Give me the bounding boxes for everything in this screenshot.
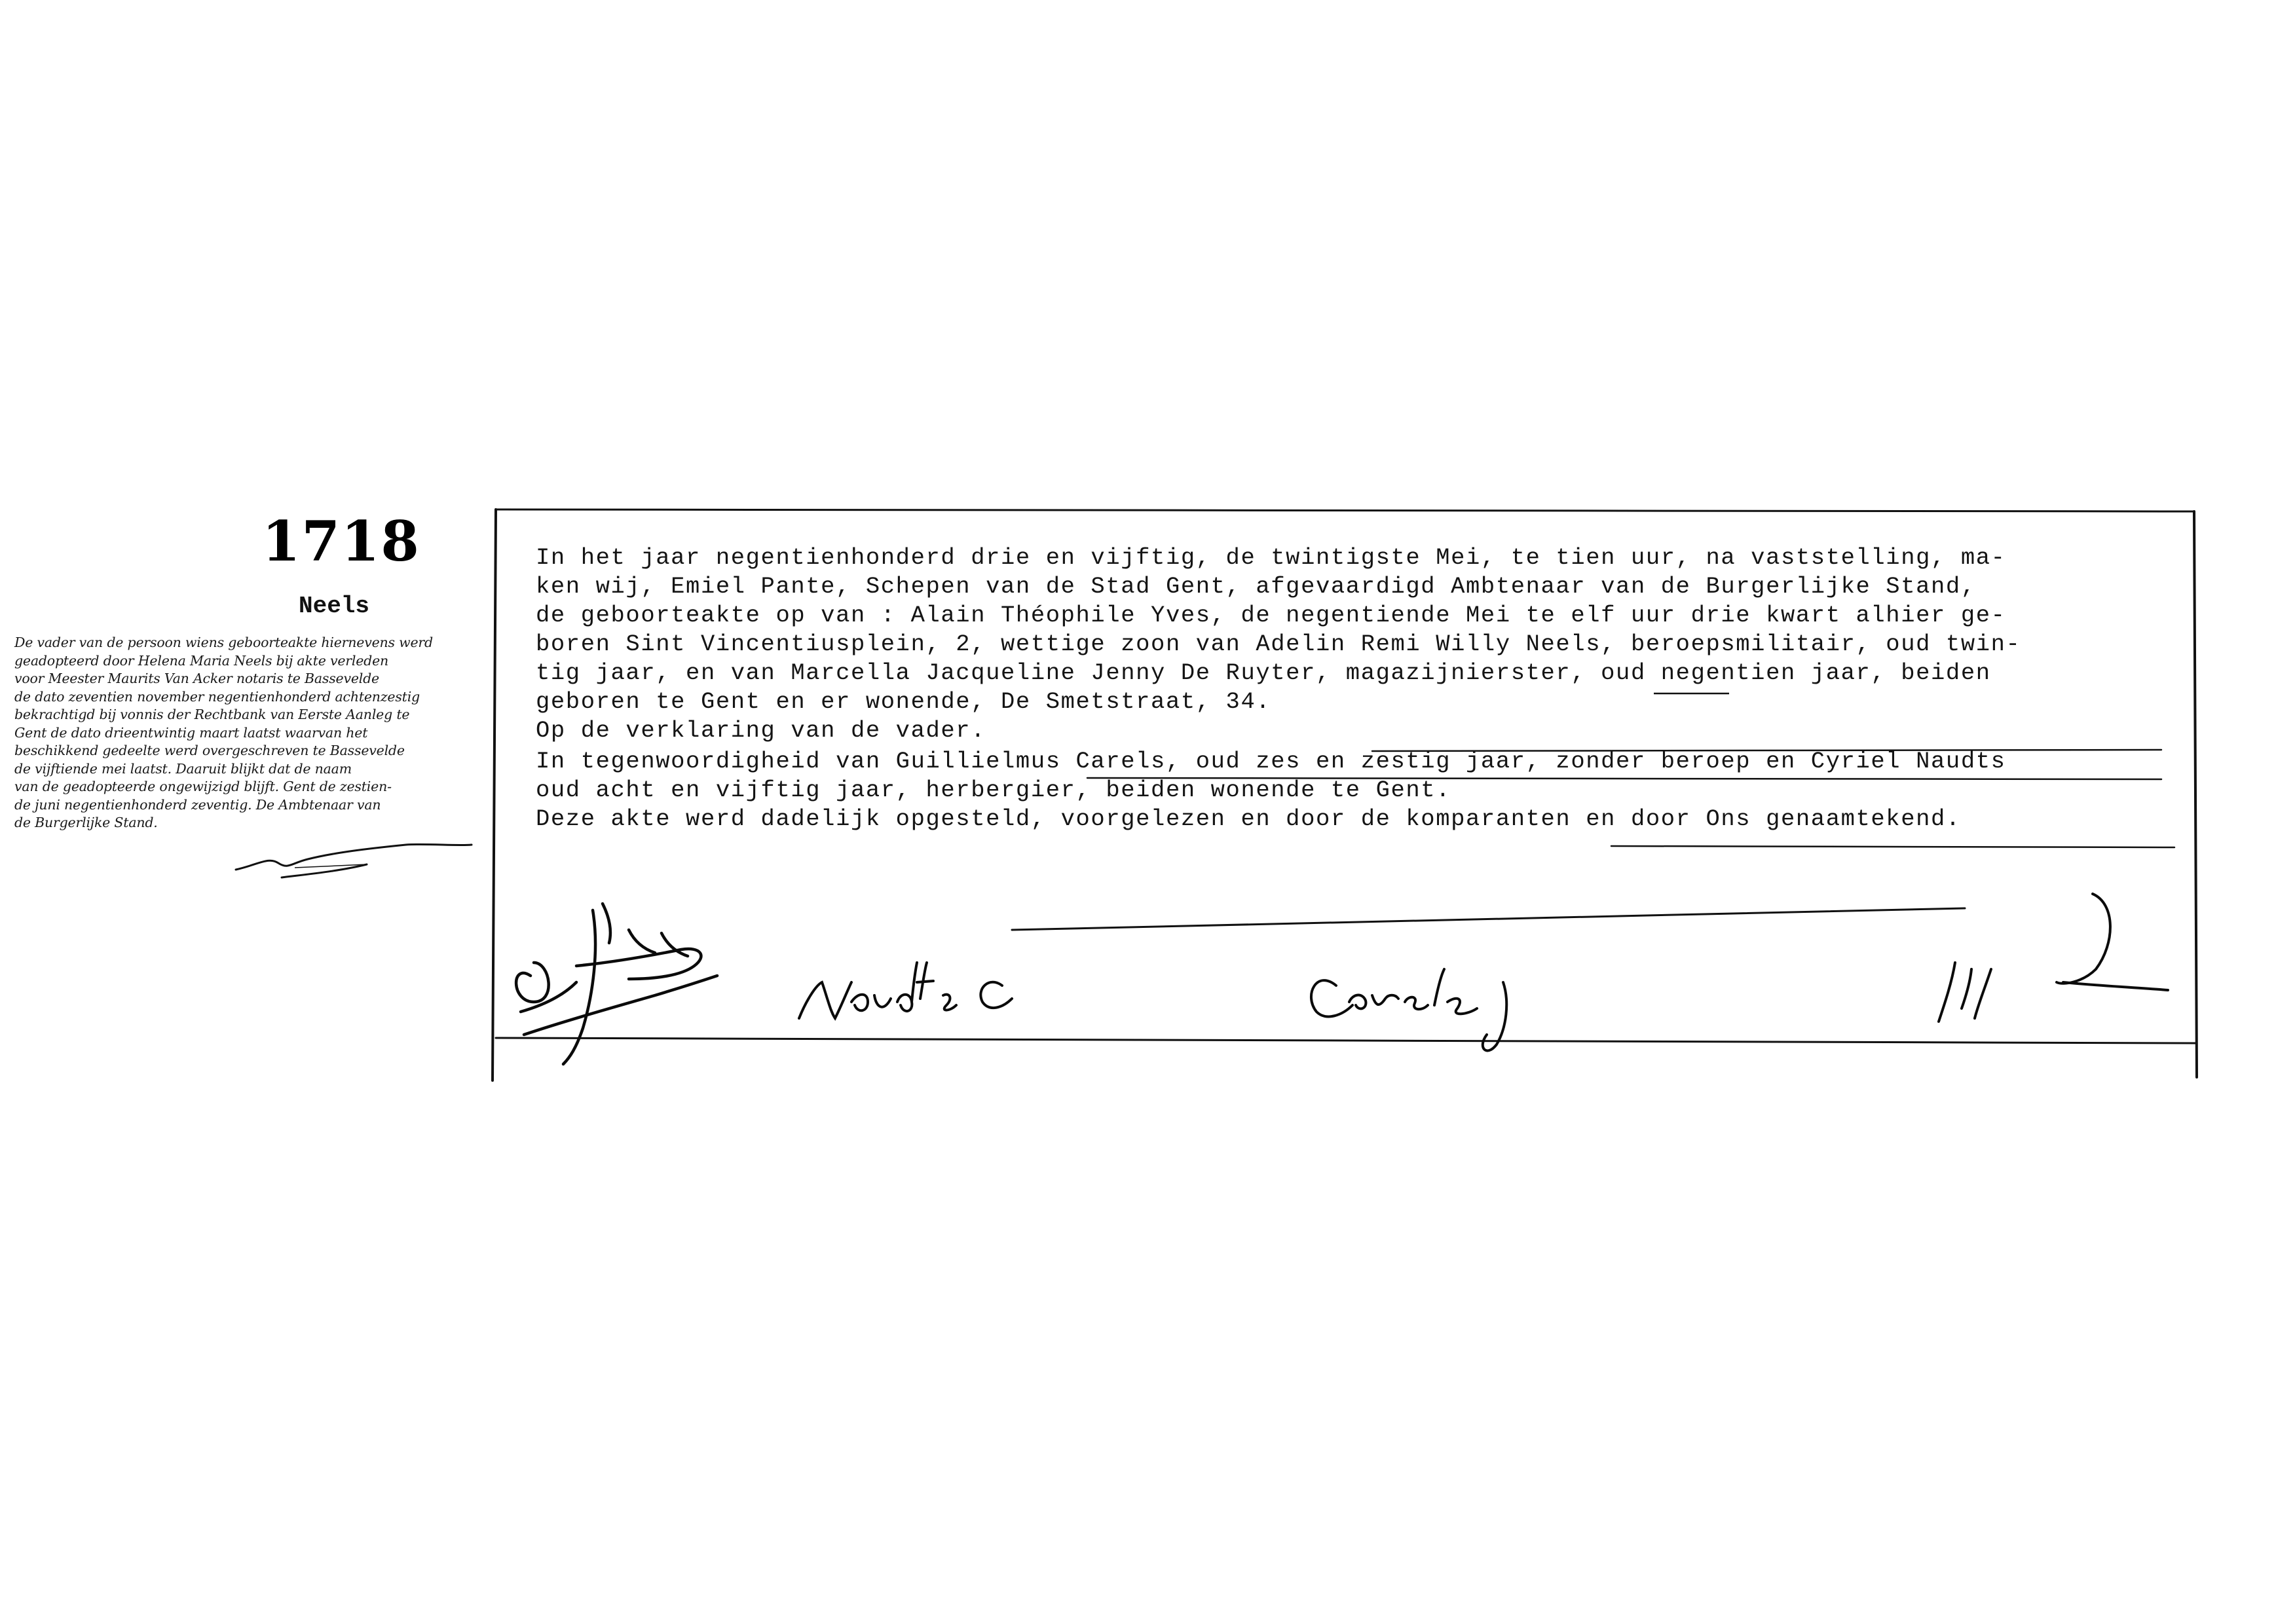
act-text-line: boren Sint Vincentiusplein, 2, wettige zoon van Adelin Remi Willy Neels, beroepsmilitair, oud twin- [536,631,2021,657]
act-text-line: oud acht en vijftig jaar, herbergier, beiden wonende te Gent. [536,777,1451,803]
registered-surname: Neels [298,593,370,619]
margin-note-line: de vijftiende mei laatst. Daaruit blijkt dat de naam [14,760,352,777]
margin-note-line: van de geadopteerde ongewijzigd blijft. Gent de zestien- [14,779,392,794]
margin-note-line: geadopteerd door Helena Maria Neels bij akte verleden [14,652,389,669]
margin-note-line: Gent de dato drieentwintig maart laatst waarvan het [14,724,368,741]
frame-top-border [496,509,2194,511]
margin-note-line: voor Meester Maurits Van Acker notaris te Bassevelde [14,671,379,686]
fill-line [1611,846,2174,847]
frame-left-border [493,509,496,1080]
officer-signature [516,904,717,1064]
margin-note-line: beschikkend gedeelte werd overgeschreven te Bassevelde [14,743,405,758]
witness-signature-carels [1311,969,1506,1050]
margin-note-line: bekrachtigd bij vonnis der Rechtbank van Eerste Aanleg te [14,707,410,722]
act-number: 1718 [262,509,420,574]
margin-note-line: de Burgerlijke Stand. [14,815,158,830]
act-text-line: de geboorteakte op van : Alain Théophile Yves, de negentiende Mei te elf uur drie kwart alhier ge- [536,602,2006,629]
margin-note-line: De vader van de persoon wiens geboorteakte hiernevens werd [14,635,433,650]
registrar-initials [1939,894,2168,1022]
marginal-annotation [14,634,491,832]
act-text-line: In het jaar negentienhonderd drie en vijftig, de twintigste Mei, te tien uur, na vaststelling, ma- [536,544,2006,571]
witness-signature-naudts [799,963,1012,1018]
margin-note-line: de dato zeventien november negentienhonderd achtenzestig [14,688,420,705]
act-text-line: Deze akte werd dadelijk opgesteld, voorgelezen en door de komparanten en door Ons genaamtekend. [536,805,1961,832]
act-text-line: Op de verklaring van de vader. [536,717,986,744]
fill-line [1012,908,1965,930]
act-text-line: ken wij, Emiel Pante, Schepen van de Stad Gent, afgevaardigd Ambtenaar van de Burgerlijke Stand, [536,573,1976,600]
margin-note-line: de juni negentienhonderd zeventig. De Ambtenaar van [14,796,381,813]
act-text-line: tig jaar, en van Marcella Jacqueline Jenny De Ruyter, magazijnierster, oud negentien jaar, beiden [536,659,1991,686]
frame-bottom-rule [496,1038,2195,1043]
margin-paraph-signature [236,844,472,877]
act-text-line: geboren te Gent en er wonende, De Smetstraat, 34. [536,688,1271,715]
birth-act-text [536,544,2199,834]
act-text-line: In tegenwoordigheid van Guillielmus Carels, oud zes en zestig jaar, zonder beroep en Cyriel Naudts [536,748,2006,775]
